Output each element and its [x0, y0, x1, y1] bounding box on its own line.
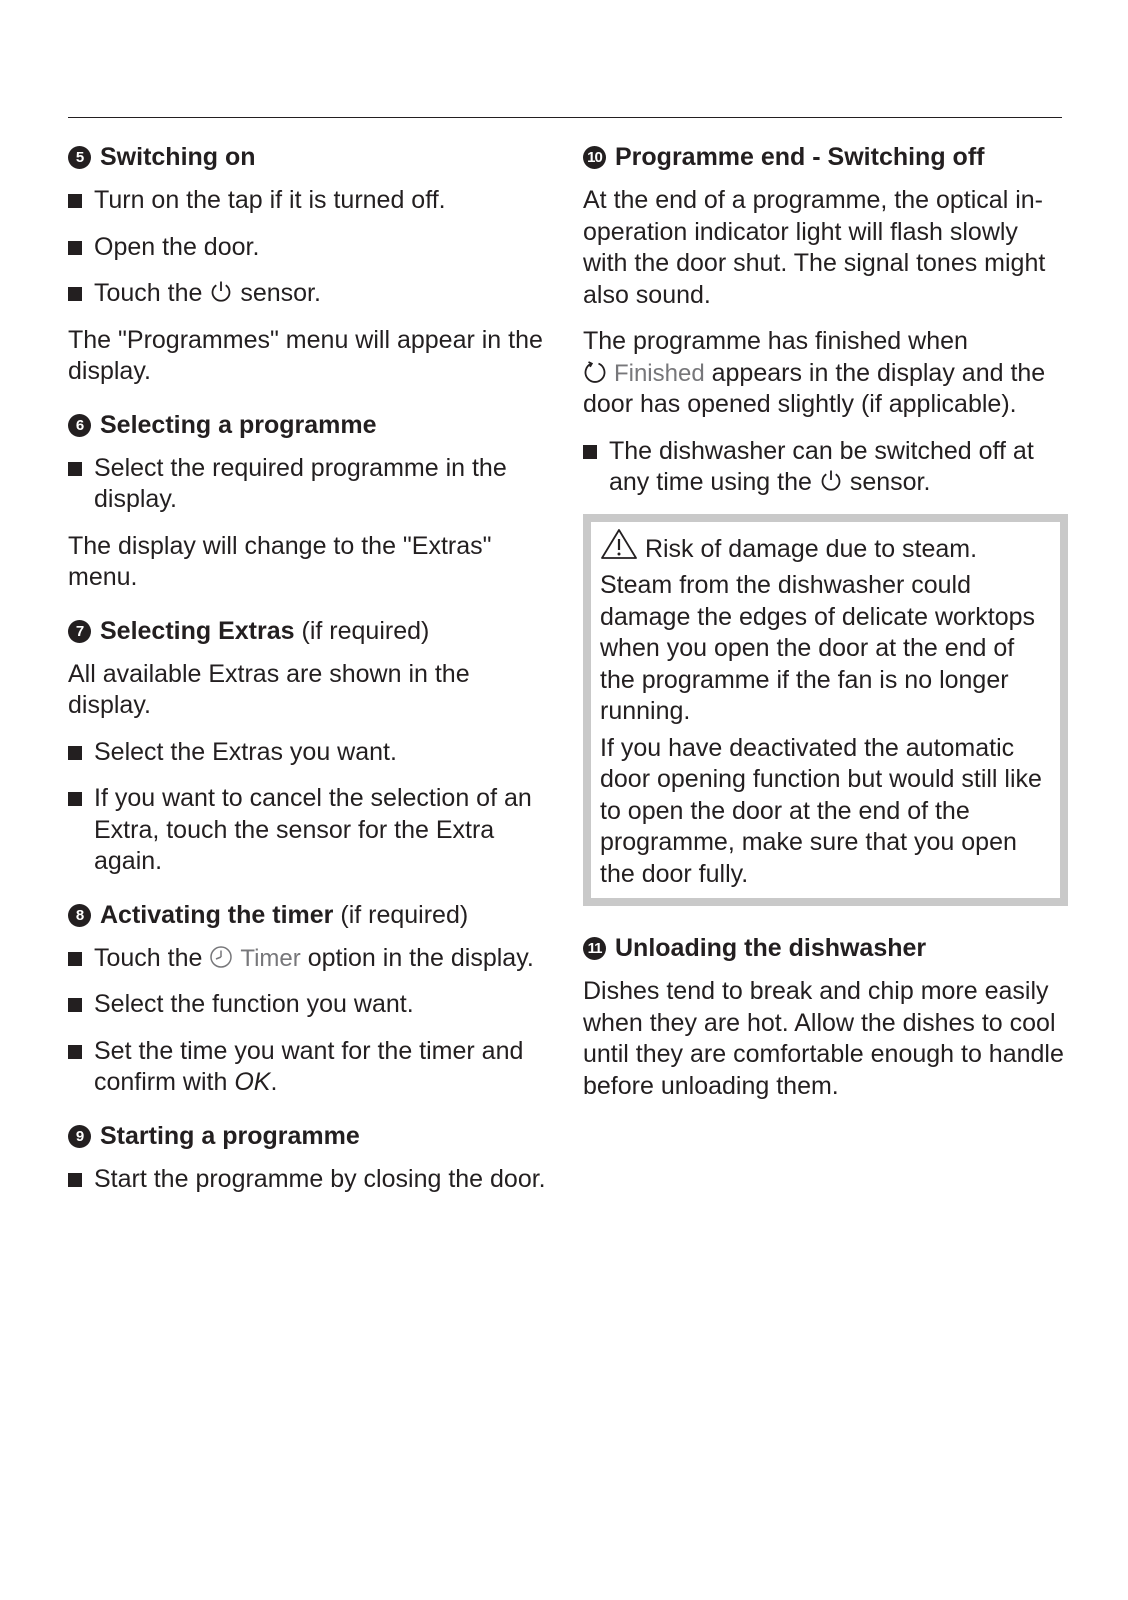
section-activating-timer-heading — [68, 900, 550, 931]
bullet-item — [68, 989, 550, 1021]
power-icon — [819, 469, 843, 493]
paragraph: The display will change to the "Extras" menu. — [68, 531, 492, 591]
right-column — [583, 142, 1068, 1117]
paragraph-text: The programme has finished when — [583, 327, 968, 355]
bullet-text: Start the programme by closing the door. — [94, 1164, 546, 1193]
step-number-badge: 9 — [68, 1125, 91, 1148]
bullet-text: Touch the — [94, 279, 203, 307]
step-number-badge: 7 — [68, 620, 91, 643]
finished-refresh-icon — [583, 360, 607, 384]
step-number-badge: 6 — [68, 414, 91, 437]
ok-text: OK — [234, 1068, 271, 1096]
section-title-suffix: (if required) — [301, 616, 430, 645]
timer-clock-icon — [209, 945, 233, 969]
warning-title: Risk of damage due to steam. — [644, 534, 978, 563]
section-title-suffix: (if required) — [340, 900, 469, 929]
bullet-text: . — [270, 1068, 278, 1096]
bullet-square-icon — [68, 462, 82, 476]
warning-triangle-icon — [600, 528, 638, 560]
section-unloading-heading — [583, 933, 1068, 964]
warning-box — [583, 514, 1068, 907]
section-title: Programme end - Switching off — [615, 143, 985, 171]
section-selecting-programme-heading — [68, 410, 550, 441]
step-number-badge: 11 — [583, 937, 606, 960]
section-starting-programme-heading — [68, 1121, 550, 1152]
bullet-item — [68, 1164, 550, 1196]
paragraph: At the end of a programme, the optical in-operation indicator light will flash slowly with the door shut. The signal tones might also sound. — [583, 186, 1046, 309]
bullet-text: Select the required programme in the display. — [94, 453, 507, 513]
bullet-item — [68, 278, 550, 310]
bullet-square-icon — [68, 952, 82, 966]
bullet-text: Select the Extras you want. — [94, 737, 397, 766]
bullet-text: Select the function you want. — [94, 990, 414, 1018]
section-title: Unloading the dishwasher — [615, 934, 927, 962]
bullet-item — [68, 943, 550, 975]
paragraph: Dishes tend to break and chip more easily when they are hot. Allow the dishes to cool until they are comfortable enough to handle before unloading them. — [583, 977, 1064, 1100]
section-title: Selecting Extras — [100, 616, 295, 645]
bullet-text: If you want to cancel the selection of an Extra, touch the sensor for the Extra again. — [94, 784, 532, 875]
step-number-badge: 5 — [68, 146, 91, 169]
bullet-item — [68, 783, 550, 878]
bullet-text: sensor. — [849, 468, 931, 496]
bullet-item — [68, 1036, 550, 1099]
bullet-text: sensor. — [240, 279, 321, 307]
paragraph: All available Extras are shown in the display. — [68, 659, 470, 719]
warning-paragraph: If you have deactivated the automatic door opening function but would still like to open the door at the end of the programme, make sure that you open the door fully. — [600, 733, 1042, 888]
step-number-badge: 10 — [583, 146, 606, 169]
bullet-item — [68, 453, 550, 516]
section-selecting-extras-heading — [68, 616, 550, 647]
power-icon — [209, 280, 233, 304]
warning-paragraph: Steam from the dishwasher could damage the edges of delicate worktops when you open the door at the end of the programme if the fan is no longer running. — [600, 571, 1035, 725]
bullet-text: Turn on the tap if it is turned off. — [94, 186, 446, 214]
bullet-item — [68, 232, 550, 264]
bullet-square-icon — [68, 746, 82, 760]
bullet-item — [68, 185, 550, 217]
bullet-square-icon — [583, 445, 597, 459]
display-text-finished: Finished — [613, 359, 705, 387]
bullet-square-icon — [68, 998, 82, 1012]
section-switching-on-heading — [68, 142, 550, 173]
bullet-square-icon — [68, 287, 82, 301]
section-programme-end-heading — [583, 142, 1068, 173]
bullet-square-icon — [68, 1173, 82, 1187]
section-title: Switching on — [100, 143, 256, 171]
bullet-item — [68, 737, 550, 769]
bullet-text: Set the time you want for the timer and confirm with — [94, 1036, 524, 1096]
paragraph-text: appears in the display and the door has opened slightly (if applicable). — [583, 358, 1046, 418]
bullet-text: The dishwasher can be switched off at any time using the — [609, 436, 1034, 496]
paragraph: The "Programmes" menu will appear in the display. — [68, 325, 543, 385]
bullet-square-icon — [68, 241, 82, 255]
warning-title-line — [600, 528, 1050, 566]
section-title: Starting a programme — [100, 1121, 360, 1150]
display-text-timer: Timer — [240, 944, 301, 972]
section-title: Activating the timer — [100, 900, 334, 929]
bullet-square-icon — [68, 1045, 82, 1059]
bullet-text: Open the door. — [94, 232, 260, 261]
step-number-badge: 8 — [68, 904, 91, 927]
bullet-text: option in the display. — [307, 943, 534, 972]
bullet-text: Touch the — [94, 943, 203, 972]
left-column — [68, 142, 550, 1210]
top-rule — [68, 117, 1062, 118]
section-title: Selecting a programme — [100, 410, 377, 439]
bullet-square-icon — [68, 792, 82, 806]
bullet-square-icon — [68, 194, 82, 208]
bullet-item — [583, 436, 1068, 499]
paragraph — [583, 326, 1068, 421]
